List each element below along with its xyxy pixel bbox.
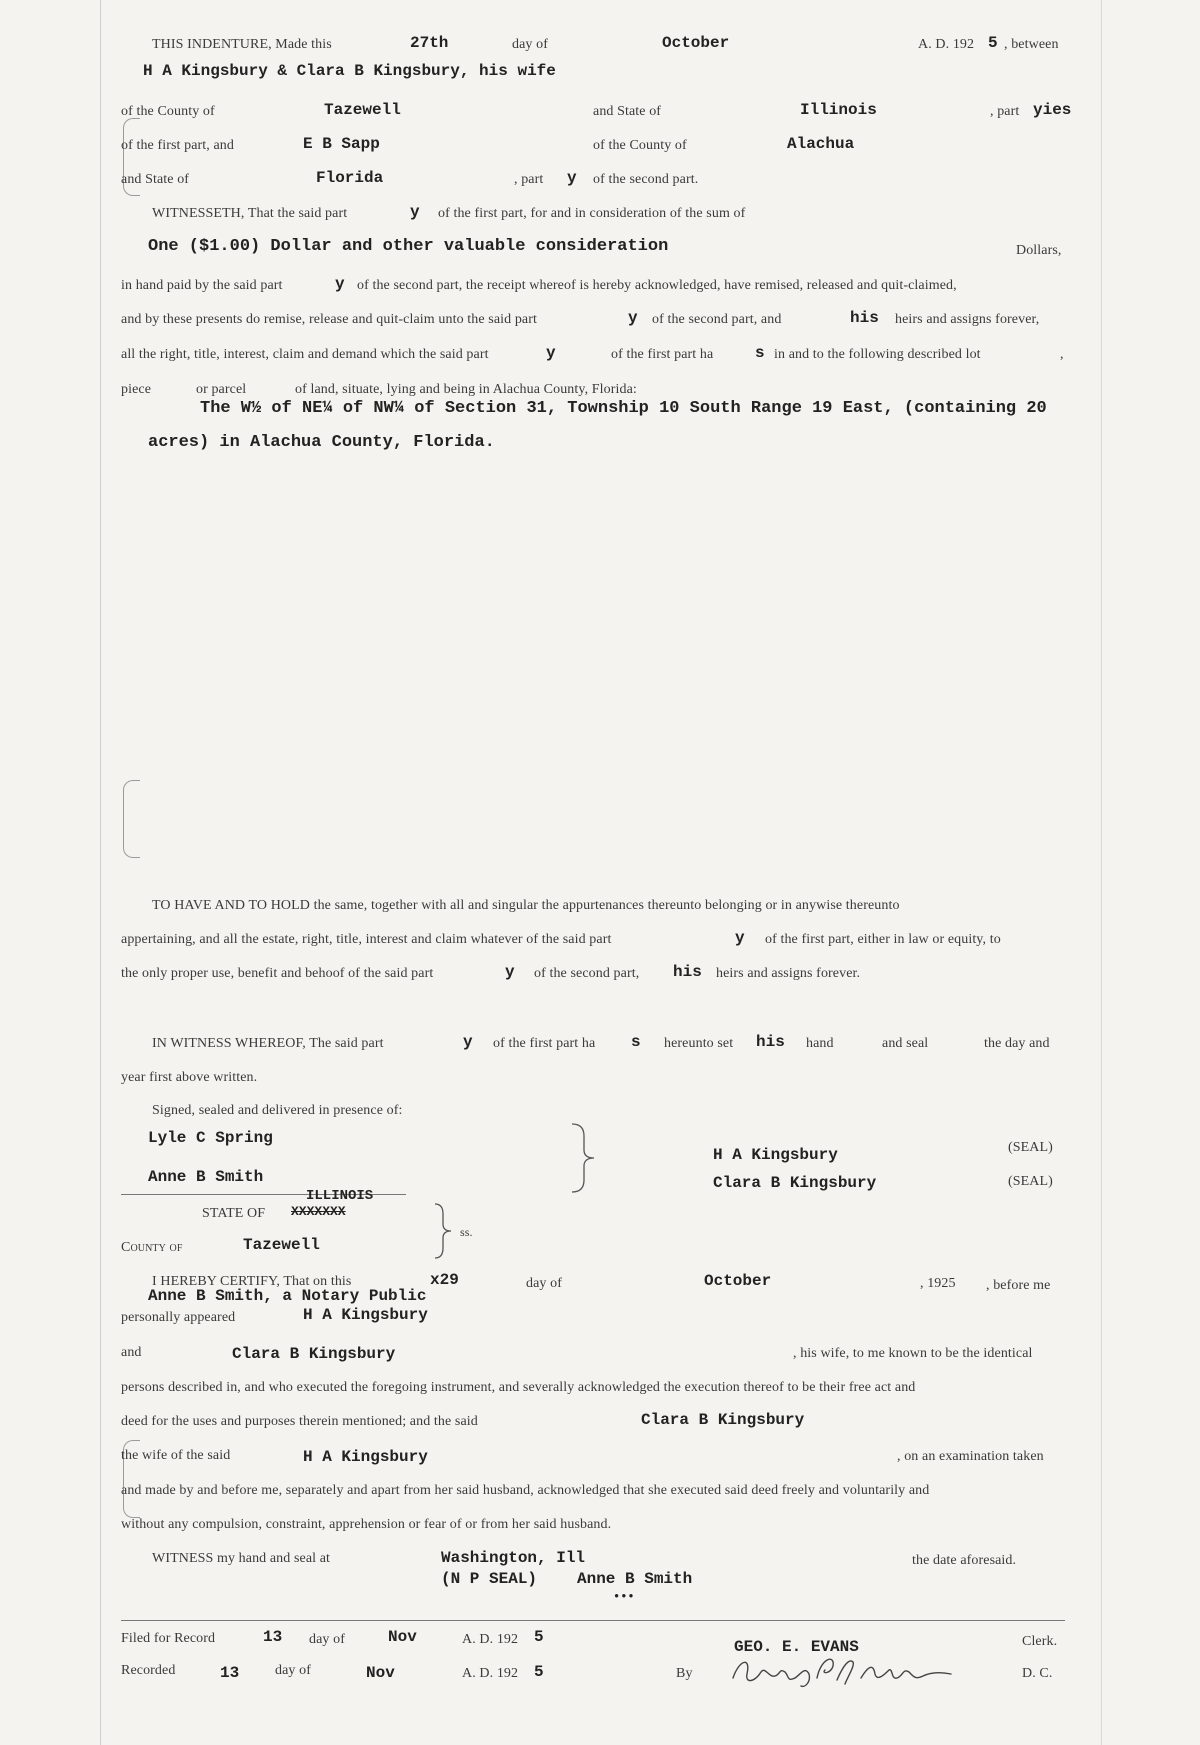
clause-text: in and to the following described lot [774,347,981,362]
grantor-signature-2: Clara B Kingsbury [713,1174,877,1192]
party-suffix: s [631,1033,641,1051]
pronoun: his [756,1033,785,1051]
party-suffix: y [335,275,345,293]
presence-label: Signed, sealed and delivered in presence of: [152,1103,403,1118]
habendum-text: the only proper use, benefit and behoof of the said part [121,966,434,981]
party-label-2: , part [514,172,544,187]
party-suffix: y [735,929,745,947]
grantor-county: Tazewell [324,101,401,119]
filed-month: Nov [388,1628,417,1646]
party-suffix: y [410,203,420,221]
comma: , [1060,347,1064,362]
witness-text: hereunto set [664,1036,734,1051]
ack-year: , 1925 [920,1276,956,1291]
grantor-state: Illinois [800,101,877,119]
habendum-text: of the second part, [534,966,640,981]
ack-person-1: H A Kingsbury [303,1306,428,1324]
recorded-month: Nov [366,1664,395,1682]
pronoun: his [850,309,879,327]
recorded-day: 13 [220,1664,240,1682]
piece-label: piece [121,382,152,397]
seal-mark-2: (SEAL) [1008,1174,1053,1189]
grantor-signature-1: H A Kingsbury [713,1146,838,1164]
ad-label: A. D. 192 [462,1632,519,1647]
ack-person-2: Clara B Kingsbury [232,1345,396,1363]
date-aforesaid-label: the date aforesaid. [912,1553,1017,1568]
hand-label: hand [806,1036,834,1051]
grantee-state: Florida [316,169,384,187]
land-location-text: of land, situate, lying and being in Alachua County, Florida: [295,382,637,397]
legal-description: The W½ of NE¼ of NW¼ of Section 31, Township 10 South Range 19 East, (containing 20 [200,399,1047,418]
witness-signature-1: Lyle C Spring [148,1129,273,1147]
seal-mark-1: (SEAL) [1008,1140,1053,1155]
by-label: By [676,1666,693,1681]
legal-description-2: acres) in Alachua County, Florida. [148,433,495,452]
witnesseth-text: WITNESSETH, That the said part [152,206,348,221]
grantor-parties: H A Kingsbury & Clara B Kingsbury, his wife [143,62,556,80]
intro-text: THIS INDENTURE, Made this [152,37,332,52]
ack-wife-name: Clara B Kingsbury [641,1411,805,1429]
clause-text: in hand paid by the said part [121,278,283,293]
clause-text: of the second part, the receipt whereof is hereby acknowledged, have remised, released and quit-claimed, [357,278,957,293]
parcel-label: or parcel [196,382,247,397]
habendum-text: heirs and assigns forever. [716,966,861,981]
witness-at-label: WITNESS my hand and seal at [152,1551,331,1566]
county-label: of the County of [121,104,215,119]
ss-label: ss. [460,1225,473,1239]
day-of-label: day of [512,37,548,52]
deputy-clerk-signature [725,1648,995,1692]
clerk-label: Clerk. [1022,1634,1058,1649]
county-of-label: County of [121,1240,183,1255]
dc-label: D. C. [1022,1666,1053,1681]
clause-text: of the second part, and [652,312,782,327]
signature-brace [568,1122,598,1194]
county-label-2: of the County of [593,138,687,153]
dots: ••• [613,1590,635,1604]
day-and-label: the day and [984,1036,1050,1051]
party-suffix-2: y [567,169,577,187]
his-wife-text: , his wife, to me known to be the identical [793,1346,1033,1361]
clerk-name: GEO. E. EVANS [734,1638,859,1656]
ack-text: without any compulsion, constraint, apprehension or fear of or from her said husband. [121,1517,612,1532]
second-part-label: of the second part. [593,172,699,187]
filed-year-digit: 5 [534,1628,544,1646]
seal-label: and seal [882,1036,929,1051]
grantee-name: E B Sapp [303,135,380,153]
state-label-2: and State of [121,172,190,187]
day-of-label: day of [526,1276,562,1291]
ad-label: A. D. 192 [918,37,975,52]
party-suffix: y [463,1033,473,1051]
ack-text: persons described in, and who executed the foregoing instrument, and severally acknowledged the execution thereof to be their free act and [121,1380,916,1395]
notary-seal-mark: (N P SEAL) [441,1570,538,1588]
ack-place: Washington, Ill [441,1549,586,1567]
notary-signature: Anne B Smith [577,1570,693,1588]
dollars-label: Dollars, [1016,243,1062,258]
deed-year-digit: 5 [988,34,998,52]
grantee-county: Alachua [787,135,855,153]
personally-label: personally appeared [121,1310,236,1325]
habendum-text: appertaining, and all the estate, right, title, interest and claim whatever of the said part [121,932,612,947]
certify-text: I HEREBY CERTIFY, That on this [152,1274,352,1289]
deed-month: October [662,34,730,52]
day-of-label: day of [309,1632,345,1647]
clause-text: of the first part ha [611,347,714,362]
party-label: , part [990,104,1020,119]
witness-text: year first above written. [121,1070,258,1085]
wife-of-label: the wife of the said [121,1448,231,1463]
ack-county: Tazewell [243,1236,320,1254]
ack-state: ILLINOIS [306,1188,374,1204]
notary-name: Anne B Smith, a Notary Public [148,1287,427,1305]
witness-signature-2: Anne B Smith [148,1168,264,1186]
party-suffix: y [546,344,556,362]
and-label: and [121,1345,142,1360]
state-of-label: STATE OF [202,1206,266,1221]
binder-hole [123,780,140,858]
first-part-label: of the first part, and [121,138,234,153]
consideration-sum: One ($1.00) Dollar and other valuable consideration [148,237,669,256]
witness-text: of the first part ha [493,1036,596,1051]
party-suffix: yies [1033,101,1072,119]
habendum-text: of the first part, either in law or equity, to [765,932,1001,947]
ad-label: A. D. 192 [462,1666,519,1681]
clause-text: all the right, title, interest, claim and demand which the said part [121,347,489,362]
exam-text: , on an examination taken [897,1449,1044,1464]
filed-label: Filed for Record [121,1631,216,1646]
witness-text: IN WITNESS WHEREOF, The said part [152,1036,384,1051]
ss-brace [432,1202,454,1260]
habendum-text: TO HAVE AND TO HOLD the same, together with all and singular the appurtenances thereunto belonging or in anywise thereunto [152,898,900,913]
consideration-text: of the first part, for and in consideration of the sum of [438,206,746,221]
ack-husband-name: H A Kingsbury [303,1448,428,1466]
day-of-label: day of [275,1663,311,1678]
filed-day: 13 [263,1628,283,1646]
clause-text: and by these presents do remise, release and quit-claim unto the said part [121,312,537,327]
divider [121,1620,1065,1621]
recorded-label: Recorded [121,1663,176,1678]
clause-text: heirs and assigns forever, [895,312,1040,327]
before-me-label: , before me [986,1278,1051,1293]
party-suffix: s [755,344,765,362]
pronoun: his [673,963,702,981]
ack-day: x29 [430,1271,459,1289]
ack-text: and made by and before me, separately and apart from her said husband, acknowledged that she executed said deed freely and voluntarily and [121,1483,930,1498]
ack-text: deed for the uses and purposes therein mentioned; and the said [121,1414,478,1429]
recorded-year-digit: 5 [534,1663,544,1681]
party-suffix: y [505,963,515,981]
deed-day: 27th [410,34,449,52]
state-label: and State of [593,104,662,119]
party-suffix: y [628,309,638,327]
ack-month: October [704,1272,772,1290]
struck-state: XXXXXXX [291,1204,346,1219]
between-label: , between [1004,37,1059,52]
